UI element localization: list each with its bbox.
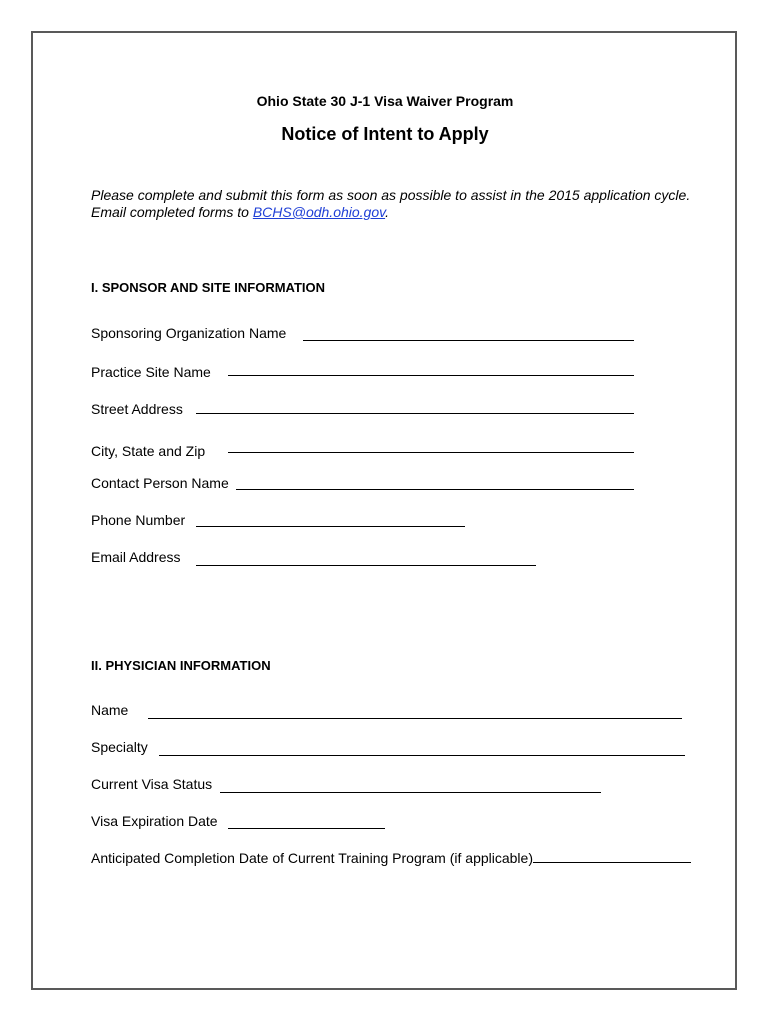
- label-email-address: Email Address: [91, 549, 181, 565]
- input-line-contact-person[interactable]: [236, 489, 634, 490]
- label-physician-name: Name: [91, 702, 129, 718]
- label-practice-site: Practice Site Name: [91, 364, 211, 380]
- form-title: Notice of Intent to Apply: [281, 124, 489, 144]
- input-line-visa-status[interactable]: [220, 792, 601, 793]
- section-heading-sponsor: I. SPONSOR AND SITE INFORMATION: [91, 280, 326, 295]
- label-visa-expiration: Visa Expiration Date: [91, 813, 218, 829]
- label-street-address: Street Address: [91, 401, 183, 417]
- program-title: Ohio State 30 J-1 Visa Waiver Program: [256, 93, 514, 109]
- email-link[interactable]: BCHS@odh.ohio.gov: [252, 204, 386, 220]
- input-line-physician-name[interactable]: [148, 718, 682, 719]
- input-line-sponsoring-org[interactable]: [303, 340, 634, 341]
- label-visa-status: Current Visa Status: [91, 776, 213, 792]
- label-city-state-zip: City, State and Zip: [91, 443, 206, 459]
- label-sponsoring-org: Sponsoring Organization Name: [91, 325, 287, 341]
- instructions-before-link: Please complete and submit this form as soon as possible to assist in the 2015 application cycle. Email completed forms to: [91, 187, 691, 220]
- input-line-completion-date[interactable]: [533, 862, 691, 863]
- label-contact-person: Contact Person Name: [91, 475, 229, 491]
- input-line-email-address[interactable]: [196, 565, 536, 566]
- section-heading-physician: II. PHYSICIAN INFORMATION: [91, 658, 271, 673]
- input-line-visa-expiration[interactable]: [228, 828, 385, 829]
- input-line-practice-site[interactable]: [228, 375, 634, 376]
- label-phone-number: Phone Number: [91, 512, 186, 528]
- input-line-city-state-zip[interactable]: [228, 452, 634, 453]
- input-line-specialty[interactable]: [159, 755, 685, 756]
- instructions-text: [91, 187, 691, 221]
- form-page: [31, 31, 737, 990]
- input-line-street-address[interactable]: [196, 413, 634, 414]
- label-specialty: Specialty: [91, 739, 148, 755]
- instructions-after-link: .: [385, 204, 389, 220]
- input-line-phone-number[interactable]: [196, 526, 465, 527]
- label-completion-date: Anticipated Completion Date of Current Training Program (if applicable): [91, 850, 533, 866]
